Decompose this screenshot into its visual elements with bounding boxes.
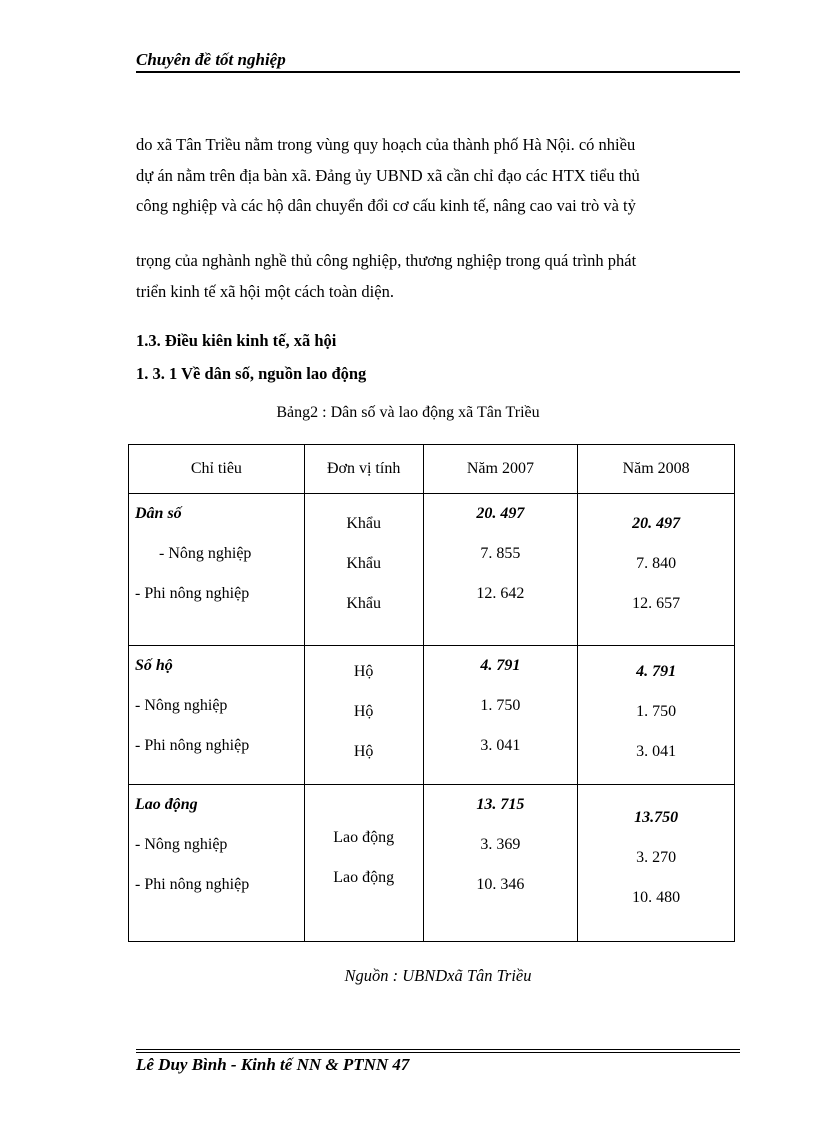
footer-rule	[136, 1052, 740, 1053]
unit-value: Khẩu	[346, 555, 381, 572]
unit-value: Hộ	[353, 743, 374, 760]
label-cell	[129, 785, 305, 942]
unit-value: Khẩu	[346, 515, 381, 532]
total-value: 4. 791	[636, 663, 677, 680]
header-cell: Năm 2007	[423, 445, 578, 494]
value: 1. 750	[636, 703, 677, 720]
unit-cell	[304, 646, 423, 785]
total-value: 4. 791	[480, 657, 521, 674]
paragraph-2	[136, 246, 720, 307]
value: 3. 369	[480, 836, 521, 853]
unit-value: Khẩu	[346, 595, 381, 612]
group-title: Dân số	[135, 505, 182, 522]
subsection-heading: 1. 3. 1 Về dân số, nguồn lao động	[136, 364, 367, 383]
header-cell: Năm 2008	[578, 445, 735, 494]
group-title: Lao động	[135, 796, 198, 813]
total-value: 20. 497	[476, 505, 525, 522]
value-2008-cell	[578, 494, 735, 646]
row-label: - Nông nghiệp	[135, 836, 228, 853]
header-cell: Đơn vị tính	[304, 445, 423, 494]
value-2007-cell	[423, 785, 578, 942]
table-header-row	[129, 445, 735, 494]
unit-value: Lao động	[333, 869, 395, 886]
unit-value	[305, 788, 423, 828]
value: 3. 270	[636, 849, 677, 866]
table-caption: Bảng2 : Dân số và lao động xã Tân Triều	[276, 404, 540, 421]
header-cell: Chỉ tiêu	[129, 445, 305, 494]
total-value: 20. 497	[632, 515, 681, 532]
label-cell	[129, 646, 305, 785]
paragraph-line: trọng của nghành nghề thủ công nghiệp, thương nghiệp trong quá trình phát	[136, 251, 637, 270]
value: 3. 041	[636, 743, 677, 760]
value: 7. 855	[480, 545, 521, 562]
paragraph-line: do xã Tân Triều nằm trong vùng quy hoạch của thành phố Hà Nội. có nhiều	[136, 135, 636, 154]
unit-value: Hộ	[353, 663, 374, 680]
population-table	[128, 444, 735, 942]
table-row	[129, 646, 735, 785]
page-footer: Lê Duy Bình - Kinh tế NN & PTNN 47	[136, 1055, 410, 1074]
total-value: 13. 715	[476, 796, 525, 813]
value: 10. 346	[476, 876, 525, 893]
value: 10. 480	[632, 889, 681, 906]
unit-value: Lao động	[333, 829, 395, 846]
value-2007-cell	[423, 646, 578, 785]
paragraph-line: dự án nằm trên địa bàn xã. Đảng ủy UBND xã cần chỉ đạo các HTX tiểu thủ	[136, 165, 640, 185]
footer-rule	[136, 1049, 740, 1050]
row-label: - Phi nông nghiệp	[135, 737, 250, 754]
row-label: - Phi nông nghiệp	[135, 585, 250, 602]
row-label: - Phi nông nghiệp	[135, 876, 250, 893]
table-row	[129, 494, 735, 646]
group-title: Số hộ	[135, 657, 173, 674]
value: 12. 657	[632, 595, 681, 612]
table-row	[129, 785, 735, 942]
unit-cell	[304, 494, 423, 646]
value: 3. 041	[480, 737, 521, 754]
page-header-title: Chuyên đề tốt nghiệp	[136, 50, 286, 69]
row-label: - Nông nghiệp	[159, 545, 252, 562]
label-cell	[129, 494, 305, 646]
value-2007-cell	[423, 494, 578, 646]
unit-value: Hộ	[353, 703, 374, 720]
paragraph-line: công nghiệp và các hộ dân chuyển đổi cơ cấu kinh tế, nâng cao vai trò và tỷ	[136, 196, 636, 215]
value: 1. 750	[480, 697, 521, 714]
paragraph-1	[136, 130, 720, 222]
paragraph-line: triển kinh tế xã hội một cách toàn diện.	[136, 281, 394, 301]
value-2008-cell	[578, 785, 735, 942]
section-heading: 1.3. Điều kiên kinh tế, xã hội	[136, 331, 337, 350]
value-2008-cell	[578, 646, 735, 785]
header-rule	[136, 71, 740, 73]
table-source: Nguồn : UBNDxã Tân Triều	[344, 966, 532, 985]
value: 7. 840	[636, 555, 677, 572]
row-label: - Nông nghiệp	[135, 697, 228, 714]
value: 12. 642	[476, 585, 525, 602]
unit-cell	[304, 785, 423, 942]
total-value: 13.750	[634, 809, 679, 826]
